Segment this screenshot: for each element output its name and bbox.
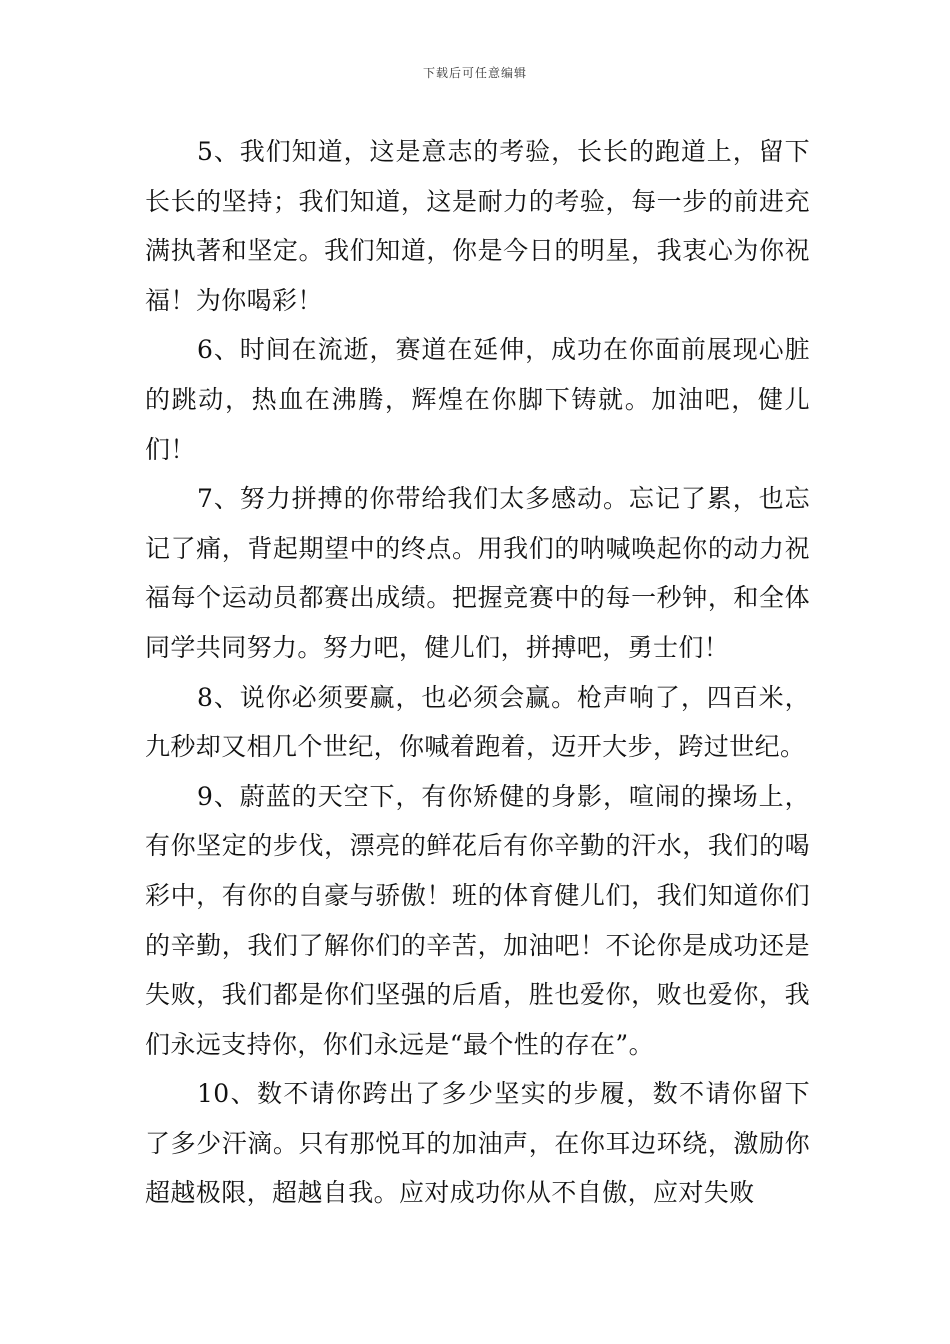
header-note: 下载后可任意编辑 <box>422 66 527 80</box>
paragraph-8: 8、说你必须要赢，也必须会赢。枪声响了，四百米，九秒却又相几个世纪，你喊着跑着，迈开大步，跨过世纪。 <box>145 682 810 762</box>
paragraph-10: 10、数不请你跨出了多少坚实的步履，数不请你留下了多少汗滴。只有那悦耳的加油声，在你耳边环绕，激励你超越极限，超越自我。应对成功你从不自傲，应对失败 <box>145 1079 810 1208</box>
paragraph-6: 6、时间在流逝，赛道在延伸，成功在你面前展现心脏的跳动，热血在沸腾，辉煌在你脚下铸就。加油吧，健儿们！ <box>145 335 810 464</box>
paragraph-7: 7、努力拼搏的你带给我们太多感动。忘记了累，也忘记了痛，背起期望中的终点。用我们的呐喊唤起你的动力祝福每个运动员都赛出成绩。把握竞赛中的每一秒钟，和全体同学共同努力。努力吧，健儿们，拼搏吧，勇士们！ <box>145 484 810 662</box>
paragraph-9: 9、蔚蓝的天空下，有你矫健的身影，喧闹的操场上，有你坚定的步伐，漂亮的鲜花后有你辛勤的汗水，我们的喝彩中，有你的自豪与骄傲！班的体育健儿们，我们知道你们的辛勤，我们了解你们的辛苦，加油吧！不论你是成功还是失败，我们都是你们坚强的后盾，胜也爱你，败也爱你，我们永远支持你，你们永远是“最个性的存在”。 <box>145 781 810 1059</box>
document-body <box>145 127 810 1218</box>
paragraph-5: 5、我们知道，这是意志的考验，长长的跑道上，留下长长的坚持；我们知道，这是耐力的考验，每一步的前进充满执著和坚定。我们知道，你是今日的明星，我衷心为你祝福！为你喝彩！ <box>145 137 810 315</box>
